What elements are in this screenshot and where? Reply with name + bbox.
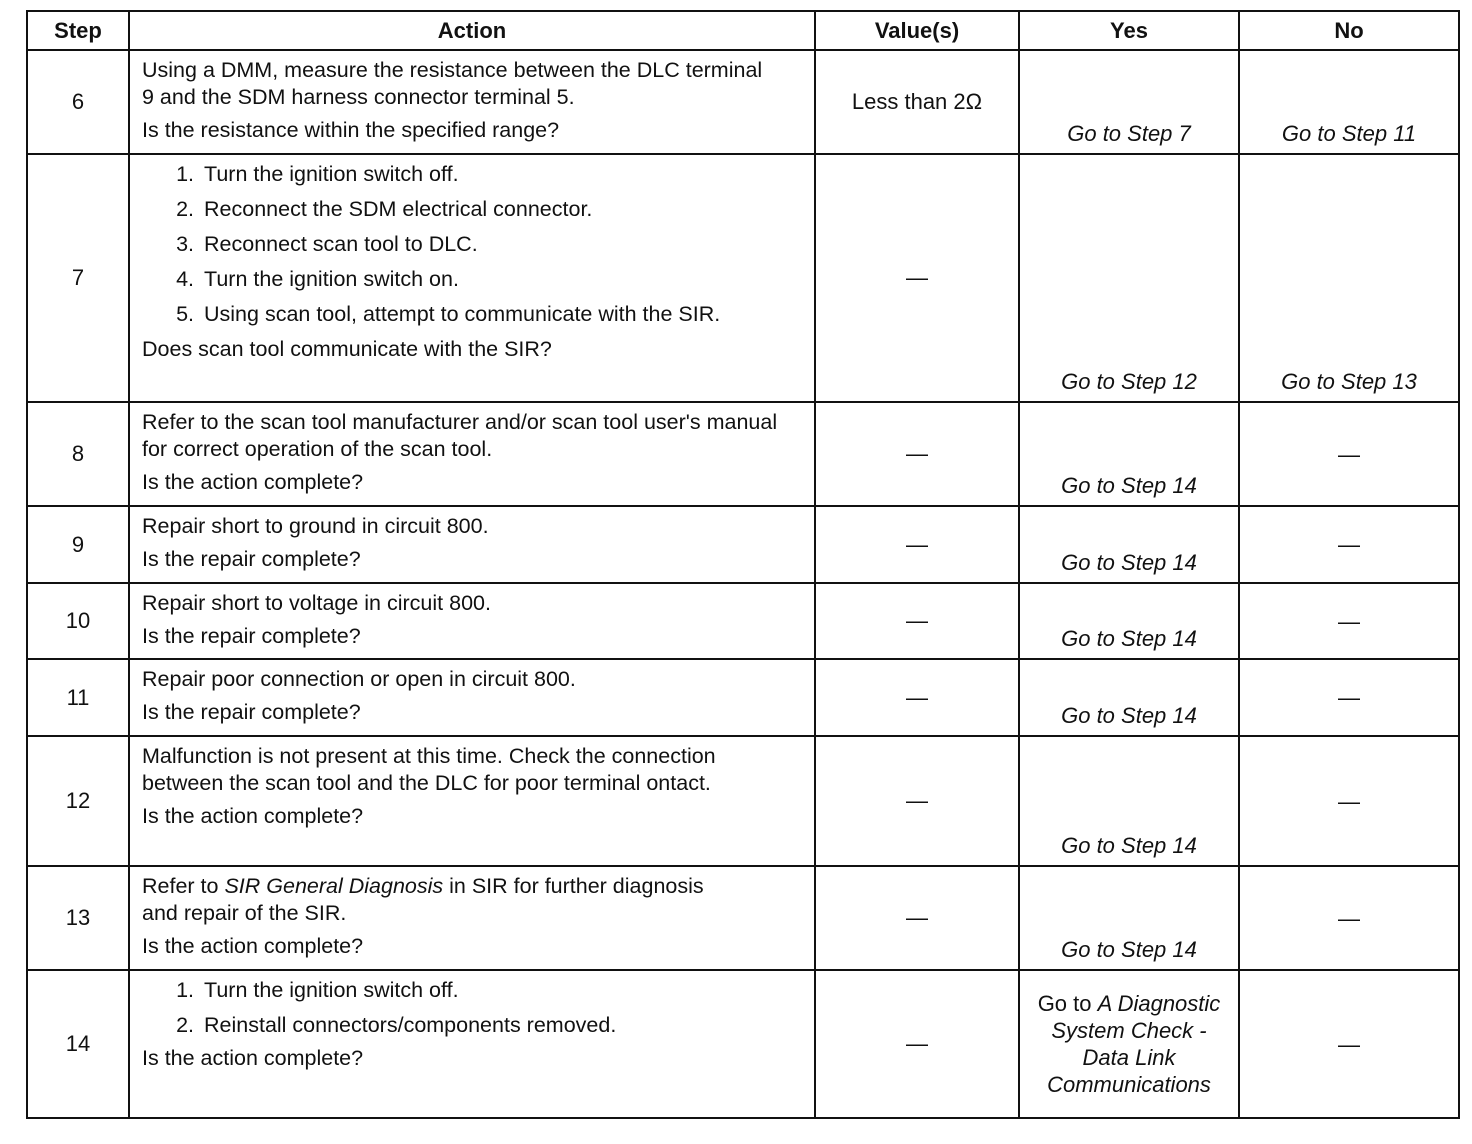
- action-text: Repair poor connection or open in circuit 800.: [142, 667, 576, 691]
- value-cell: —: [815, 970, 1019, 1118]
- yes-cell: Go to Step 14: [1019, 402, 1239, 506]
- action-cell: [129, 583, 815, 659]
- action-steps-list: [142, 977, 804, 1039]
- list-item: 4. Turn the ignition switch on.: [200, 266, 724, 293]
- value-cell: —: [815, 736, 1019, 866]
- step-number: 14: [27, 970, 129, 1118]
- action-question: Is the action complete?: [142, 934, 364, 958]
- table-row: [27, 506, 1459, 583]
- table-row: [27, 50, 1459, 154]
- action-cell: [129, 154, 815, 402]
- step-number: 13: [27, 866, 129, 970]
- action-question: Is the action complete?: [142, 470, 364, 494]
- header-action: Action: [129, 11, 815, 50]
- list-item: 2. Reconnect the SDM electrical connector.: [200, 196, 724, 223]
- action-cell: [129, 506, 815, 583]
- no-cell: —: [1239, 970, 1459, 1118]
- table-row: [27, 402, 1459, 506]
- yes-cell: [1019, 970, 1239, 1118]
- action-question: Is the repair complete?: [142, 624, 361, 648]
- list-item: 5. Using scan tool, attempt to communicate with the SIR.: [200, 301, 724, 328]
- no-cell: —: [1239, 659, 1459, 736]
- action-text: Refer to the scan tool manufacturer and/or scan tool user's manual for correct operation of the scan tool.: [142, 410, 778, 461]
- diagnostic-table: [26, 10, 1460, 1119]
- value-cell: Less than 2Ω: [815, 50, 1019, 154]
- yes-cell: Go to Step 14: [1019, 866, 1239, 970]
- value-cell: —: [815, 506, 1019, 583]
- yes-prefix: Go to: [1037, 991, 1098, 1016]
- value-cell: —: [815, 402, 1019, 506]
- table-row: [27, 736, 1459, 866]
- action-cell: [129, 659, 815, 736]
- list-item: 1. Turn the ignition switch off.: [200, 161, 724, 188]
- header-row: [27, 11, 1459, 50]
- header-yes: Yes: [1019, 11, 1239, 50]
- table-row: [27, 866, 1459, 970]
- action-text: Repair short to voltage in circuit 800.: [142, 591, 491, 615]
- value-cell: —: [815, 154, 1019, 402]
- value-cell: —: [815, 866, 1019, 970]
- list-item: 2. Reinstall connectors/components removed.: [200, 1012, 804, 1039]
- header-values: Value(s): [815, 11, 1019, 50]
- no-cell: Go to Step 11: [1239, 50, 1459, 154]
- no-cell: Go to Step 13: [1239, 154, 1459, 402]
- table-row: [27, 154, 1459, 402]
- yes-cell: Go to Step 14: [1019, 583, 1239, 659]
- no-cell: —: [1239, 583, 1459, 659]
- action-cell: [129, 736, 815, 866]
- action-text-suffix: in SIR for further diagnosis and repair of the SIR.: [142, 874, 704, 925]
- step-number: 12: [27, 736, 129, 866]
- step-number: 6: [27, 50, 129, 154]
- yes-cell: Go to Step 12: [1019, 154, 1239, 402]
- action-cell: [129, 970, 815, 1118]
- action-cell: [129, 866, 815, 970]
- action-text: Using a DMM, measure the resistance between the DLC terminal 9 and the SDM harness connector terminal 5.: [142, 58, 763, 109]
- step-number: 7: [27, 154, 129, 402]
- action-question: Does scan tool communicate with the SIR?: [142, 337, 552, 361]
- header-no: No: [1239, 11, 1459, 50]
- action-text: [142, 873, 804, 927]
- list-item: 1. Turn the ignition switch off.: [200, 977, 804, 1004]
- yes-cell: Go to Step 14: [1019, 659, 1239, 736]
- table-row: [27, 970, 1459, 1118]
- action-steps-list: [142, 161, 804, 328]
- step-number: 9: [27, 506, 129, 583]
- action-cell: [129, 50, 815, 154]
- no-cell: —: [1239, 866, 1459, 970]
- no-cell: —: [1239, 402, 1459, 506]
- action-question: Is the action complete?: [142, 1046, 364, 1070]
- reference-title: SIR General Diagnosis: [224, 874, 444, 898]
- yes-cell: Go to Step 14: [1019, 736, 1239, 866]
- action-text: Repair short to ground in circuit 800.: [142, 514, 489, 538]
- no-cell: —: [1239, 506, 1459, 583]
- header-step: Step: [27, 11, 129, 50]
- action-text-prefix: Refer to: [142, 874, 225, 898]
- value-cell: —: [815, 659, 1019, 736]
- value-cell: —: [815, 583, 1019, 659]
- action-question: Is the repair complete?: [142, 700, 361, 724]
- yes-cell: Go to Step 14: [1019, 506, 1239, 583]
- step-number: 8: [27, 402, 129, 506]
- table-row: [27, 659, 1459, 736]
- no-cell: —: [1239, 736, 1459, 866]
- action-text: Malfunction is not present at this time. Check the connection between the scan tool and the DLC for poor terminal ontact.: [142, 744, 716, 795]
- step-number: 11: [27, 659, 129, 736]
- table-row: [27, 583, 1459, 659]
- action-cell: [129, 402, 815, 506]
- action-question: Is the action complete?: [142, 804, 364, 828]
- action-question: Is the resistance within the specified range?: [142, 118, 560, 142]
- yes-cell: Go to Step 7: [1019, 50, 1239, 154]
- list-item: 3. Reconnect scan tool to DLC.: [200, 231, 724, 258]
- yes-reference: A Diagnostic System Check - Data Link Communications: [1047, 991, 1221, 1097]
- action-question: Is the repair complete?: [142, 547, 361, 571]
- step-number: 10: [27, 583, 129, 659]
